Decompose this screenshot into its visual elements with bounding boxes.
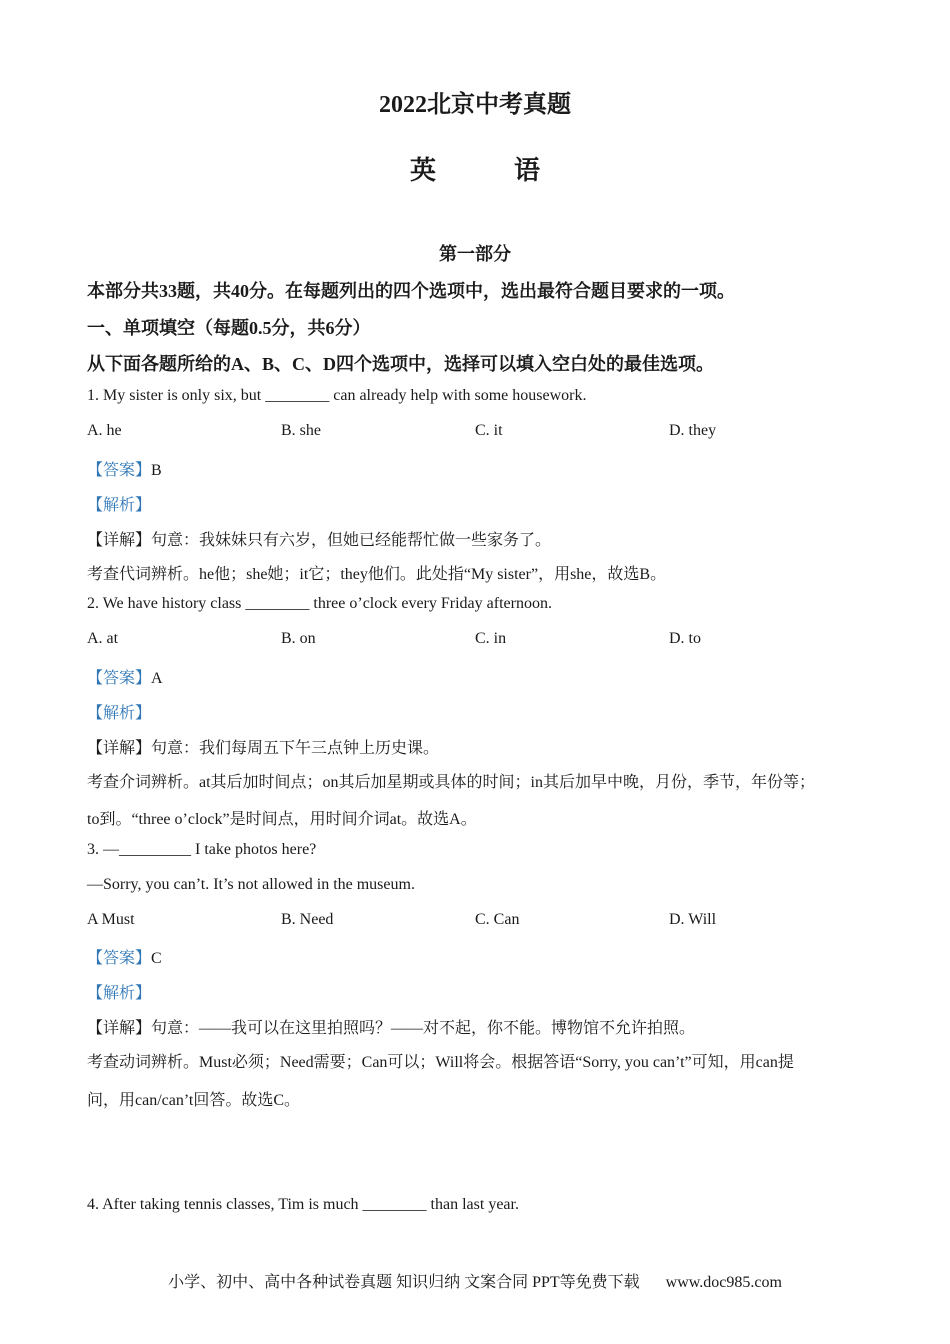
option-c: C. in <box>475 630 507 647</box>
footer-link[interactable]: www.doc985.com <box>665 1274 782 1291</box>
answer-line <box>87 665 163 688</box>
question-stem: 1. My sister is only six, but ________ can already help with some housework. <box>87 387 587 404</box>
explanation-text: to到。“three o’clock”是时间点，用时间介词at。故选A。 <box>87 811 477 828</box>
analysis-tag: 【解析】 <box>87 985 152 1002</box>
option-b: B. Need <box>281 911 334 928</box>
detail-tag: 【详解】 <box>87 740 152 757</box>
option-a: A. at <box>87 630 119 647</box>
answer-value: C <box>151 950 162 967</box>
answer-tag: 【答案】 <box>87 462 152 479</box>
option-d: D. they <box>669 422 717 439</box>
answer-tag: 【答案】 <box>87 670 152 687</box>
detail-tag: 【详解】 <box>87 532 152 549</box>
option-d: D. to <box>669 630 701 647</box>
section-heading: 一、单项填空（每题0.5分，共6分） <box>87 318 371 338</box>
option-b: B. on <box>281 630 316 647</box>
explanation-text: 考查动词辨析。Must必须；Need需要；Can可以；Will将会。根据答语“Sorry, you can’t”可知，用can提 <box>87 1054 794 1071</box>
detail-text: 句意：我妹妹只有六岁，但她已经能帮忙做一些家务了。 <box>151 532 552 549</box>
explanation-text: 考查介词辨析。at其后加时间点；on其后加星期或具体的时间；in其后加早中晚，月份，季节，年份等； <box>87 774 815 791</box>
detail-text: 句意：我们每周五下午三点钟上历史课。 <box>151 740 440 757</box>
instruction-line: 从下面各题所给的A、B、C、D四个选项中，选择可以填入空白处的最佳选项。 <box>87 354 714 374</box>
part-heading: 第一部分 <box>439 244 511 264</box>
explanation-text: 考查代词辨析。he他；she她；it它；they他们。此处指“My sister”，用she，故选B。 <box>87 566 667 583</box>
question-stem: 3. —_________ I take photos here? <box>87 841 317 858</box>
explanation-text: 问，用can/can’t回答。故选C。 <box>87 1092 301 1109</box>
answer-line <box>87 457 162 480</box>
subject-title: 英 语 <box>409 156 566 185</box>
answer-tag: 【答案】 <box>87 950 152 967</box>
detail-line <box>87 527 551 550</box>
document-title: 2022北京中考真题 <box>379 92 571 118</box>
detail-line <box>87 1015 695 1038</box>
option-d: D. Will <box>669 911 717 928</box>
page-footer <box>0 1269 950 1292</box>
answer-line <box>87 945 162 968</box>
option-a: A. he <box>87 422 122 439</box>
answer-value: A <box>151 670 163 687</box>
answer-value: B <box>151 462 162 479</box>
option-c: C. Can <box>475 911 520 928</box>
option-a: A Must <box>87 911 135 928</box>
detail-line <box>87 735 439 758</box>
detail-tag: 【详解】 <box>87 1020 152 1037</box>
analysis-tag: 【解析】 <box>87 705 152 722</box>
footer-text: 小学、初中、高中各种试卷真题 知识归纳 文案合同 PPT等免费下载 <box>168 1274 640 1291</box>
detail-text: 句意：——我可以在这里拍照吗？——对不起，你不能。博物馆不允许拍照。 <box>151 1020 696 1037</box>
question-stem: 2. We have history class ________ three o’clock every Friday afternoon. <box>87 595 552 612</box>
instruction-line: 本部分共33题，共40分。在每题列出的四个选项中，选出最符合题目要求的一项。 <box>87 281 735 301</box>
option-c: C. it <box>475 422 503 439</box>
question-stem: 4. After taking tennis classes, Tim is much ________ than last year. <box>87 1196 519 1213</box>
option-b: B. she <box>281 422 321 439</box>
analysis-tag: 【解析】 <box>87 497 152 514</box>
question-reply: —Sorry, you can’t. It’s not allowed in the museum. <box>87 876 415 893</box>
